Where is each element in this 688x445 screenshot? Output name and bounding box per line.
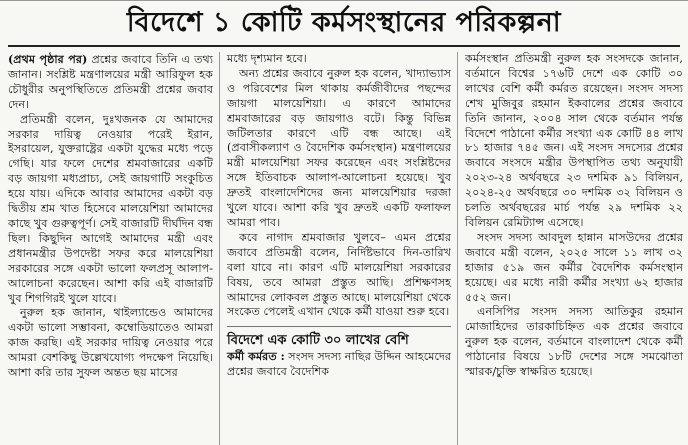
continuation-tag: (প্রথম পৃষ্ঠার পর) (8, 52, 88, 66)
article-column-1 (8, 52, 213, 381)
paragraph: এনসিপির সংসদ সদস্য আতিকুর রহমান মোজাহিদের তারকাচিহ্নিত এক প্রশ্নের জবাবে নুরুল হক বলেন, বর্তমানে বাংলাদেশ থেকে কর্মী পাঠানোর বিষয়ে ১৮টি দেশের সঙ্গে সমঝোতা স্মারক/চুক্তি স্বাক্ষরিত হয়েছে। (465, 305, 683, 379)
paragraph: মধ্যে দৃশ্যমান হবে। (227, 52, 307, 65)
subheading-lead: কর্মী কর্মরত : (227, 349, 285, 364)
paragraph: সংসদ সদস্য আবদুল হান্নান মাসউদের প্রশ্নের জবাবে মন্ত্রী বলেন, ২০২৫ সালে ১১ লাখ ৩২ হাজার ৫১৯ জন কর্মীর বৈদেশিক কর্মসংস্থান হয়েছে। এর মধ্যে নারী কর্মীর সংখ্যা ৬২ হাজার ৫৫২ জন। (465, 230, 683, 304)
paragraph: কবে নাগাদ শ্রমবাজার খুলবে– এমন প্রশ্নের জবাবে প্রতিমন্ত্রী বলেন, নির্দিষ্টভাবে দিন-তারিখ বলা যাবে না। কারণ এটি মালয়েশিয়া সরকারের বিষয়, তবে আমরা প্রস্তুত আছি। প্রশিক্ষণসহ আমাদের লোকবল প্রস্তুত আছে। মালয়েশিয়া থেকে সংকেত পেলেই এখান থেকে কর্মী যাওয়া শুরু হবে। (227, 230, 451, 319)
subheading: বিদেশে এক কোটি ৩০ লাখের বেশি (227, 333, 409, 349)
paragraph: অন্য প্রশ্নের জবাবে নুরুল হক বলেন, খাদ্যাভ্যাস ও পরিবেশের মিল থাকায় কর্মজীবীদের পছন্দের জায়গা মালয়েশিয়া। এ কারণে আমাদের শ্রমবাজারের বড় জায়গাও বটে। কিন্তু বিভিন্ন জটিলতার কারণে এটি বন্ধ আছে। এই (প্রবাসীকল্যাণ ও বৈদেশিক কর্মসংস্থান) মন্ত্রণালয়ের মন্ত্রী মালয়েশিয়া সফর করেছেন এবং সংশ্লিষ্টদের সঙ্গে ইতিবাচক আলাপ-আলোচনা হয়েছে। খুব দ্রুতই বাংলাদেশিদের জন্য মালয়েশিয়ার দরজা খুলে যাবে। আশা করি খুব দ্রুতই একটি ফলাফল আমরা পাব। (227, 66, 451, 229)
paragraph: নুরুল হক জানান, থাইল্যান্ডেও আমাদের একটা ভালো সম্ভাবনা, কম্বোডিয়াতেও আমরা কাজ করছি। এই সরকার দায়িত্ব নেওয়ার পরে আমরা বেশকিছু উল্লেখযোগ্য পদক্ষেপ নিয়েছি। আশা করি তার সুফল অন্তত ছয় মাসের (8, 306, 213, 380)
paragraph (8, 52, 213, 113)
paragraph-text: সংসদ সদস্য নাছির উদ্দিন আহমেদের প্রশ্নের জবাবে বৈদেশিক (227, 350, 451, 379)
article-column-2 (227, 52, 451, 380)
paragraph: প্রতিমন্ত্রী বলেন, দুঃখজনক যে আমাদের সরকার দায়িত্ব নেওয়ার পরেই ইরান, ইসরায়েল, যুক্তরাষ্ট্রের একটা যুদ্ধের মধ্যে পড়ে গেছি। যার ফলে দেশের শ্রমবাজারের একটি বড় জায়গা মধ্যপ্রাচ্য, সেই জায়গাটি সংকুচিত হয়ে যায়। এদিকে আবার আমাদের একটা বড় দ্বিতীয় শ্রম খাত হিসেবে মালয়েশিয়া আমাদের কাছে খুব গুরুত্বপূর্ণ। সেই বাজারটি দীর্ঘদিন বন্ধ ছিল। কিছুদিন আগেই আমাদের মন্ত্রী এবং প্রধানমন্ত্রীর উপদেষ্টা সফর করে মালয়েশিয়া সরকারের সঙ্গে একটা ভালো ফলপ্রসূ আলাপ-আলোচনা করেছেন। আশা করি এই বাজারটি খুব শিগগিরই খুলে যাবে। (8, 112, 213, 305)
top-rule (0, 0, 688, 1)
subhead-rule (227, 326, 451, 327)
column-divider (457, 52, 458, 445)
headline: বিদেশে ১ কোটি কর্মসংস্থানের পরিকল্পনা (126, 7, 562, 38)
paragraph-text: প্রশ্নের জবাবে তিনি এ তথ্য জানান। সংশ্লিষ্ট মন্ত্রণালয়ের মন্ত্রী আরিফুল হক চৌধুরীর অনুপস্থিতিতে প্রতিমন্ত্রী প্রশ্নের জবাব দেন। (8, 53, 213, 111)
paragraph: কর্মসংস্থান প্রতিমন্ত্রী নুরুল হক সংসদকে জানান, বর্তমানে বিশ্বের ১৭৬টি দেশে এক কোটি ৩০ লাখের বেশি কর্মী কর্মরত রয়েছেন। সংসদ সদস্য শেখ মুজিবুর রহমান ইকবালের প্রশ্নের জবাবে তিনি জানান, ২০০৪ সাল থেকে বর্তমান পর্যন্ত বিদেশে পাঠানো কর্মীর সংখ্যা এক কোটি ৪৪ লাখ ৮১ হাজার ৭৪৫ জন। এই সংসদ সদস্যের প্রশ্নের জবাবে সংসদে মন্ত্রীর উপস্থাপিত তথ্য অনুযায়ী ২০২৩-২৪ অর্থবছরে ২৩ দশমিক ৯১ বিলিয়ন, ২০২৪-২৫ অর্থবছরে ৩০ দশমিক ৩২ বিলিয়ন ও চলতি অর্থবছরের মার্চ পর্যন্ত ২৯ দশমিক ২২ বিলিয়ন রেমিট্যান্স এসেছে। (465, 52, 683, 229)
headline-rule (8, 45, 680, 47)
article-column-3 (465, 52, 683, 380)
column-divider (219, 52, 220, 445)
paragraph (227, 349, 451, 380)
